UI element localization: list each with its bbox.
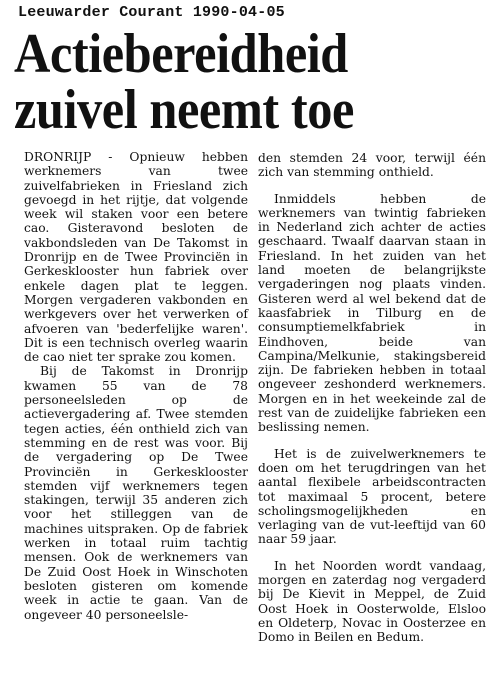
- article-paragraph: den stemden 24 voor, terwijl één zich van stemming onthield.: [258, 151, 486, 180]
- article-paragraph: Bij de Takomst in Dronrijp kwamen 55 van de 78 personeelsleden op de actievergadering af. Twee stemden tegen acties, één onthield zich van stemming en de rest was voor. Bij de vergadering op De Twee Provinciën in Gerkesklooster stemden vijf werknemers tegen stakingen, terwijl 35 anderen zich voor het stilleggen van de machines uitspraken. Op de fabriek werken in totaal ruim tachtig mensen. Ook de werknemers van De Zuid Oost Hoek in Winschoten besloten gisteren om komende week in actie te gaan. Van de ongeveer 40 personeelsle-: [24, 364, 248, 622]
- article-paragraph: DRONRIJP - Opnieuw hebben werknemers van twee zuivelfabrieken in Friesland zich gevoegd in het rijtje, dat volgende week wil staken voor een betere cao. Gisteravond besloten de vakbondsleden van De Takomst in Dronrijp en de Twee Provinciën in Gerkesklooster hun fabriek over enkele dagen plat te leggen. Morgen vergaderen vakbonden en werkgevers over het verwerken of afvoeren van 'bederfelijke waren'. Dit is een technisch overleg waarin de cao niet ter sprake zou komen.: [24, 150, 248, 365]
- article-column-right: [258, 151, 486, 645]
- headline-line-2: zuivel neemt toe: [14, 79, 354, 141]
- headline: [14, 23, 446, 141]
- headline-line-1: Actiebereidheid: [14, 23, 348, 85]
- article-paragraph: Het is de zuivelwerknemers te doen om het terugdringen van het aantal flexibele arbeidscontracten tot maximaal 5 procent, betere scholingsmogelijkheden en verlaging van de vut-leeftijd van 60 naar 59 jaar.: [258, 446, 486, 547]
- article-paragraph: Inmiddels hebben de werknemers van twintig fabrieken in Nederland zich achter de acties geschaard. Twaalf daarvan staan in Friesland. In het zuiden van het land moeten de belangrijkste vergaderingen nog plaats vinden. Gisteren werd al wel bekend dat de kaasfabriek in Tilburg en de consumptiemelkfabriek in Eindhoven, beide van Campina/Melkunie, stakingsbereid zijn. De fabrieken hebben in totaal ongeveer zeshonderd werknemers. Morgen en in het weekeinde zal de rest van de zuidelijke fabrieken een beslissing nemen.: [258, 191, 486, 435]
- article-column-left: [24, 150, 248, 622]
- article-paragraph: In het Noorden wordt vandaag, morgen en zaterdag nog vergaderd bij De Kievit in Meppel, de Zuid Oost Hoek in Oosterwolde, Elsloo en Oldeterp, Novac in Oosterzee en Domo in Beilen en Bedum.: [258, 558, 486, 645]
- source-line: Leeuwarder Courant 1990-04-05: [18, 4, 285, 21]
